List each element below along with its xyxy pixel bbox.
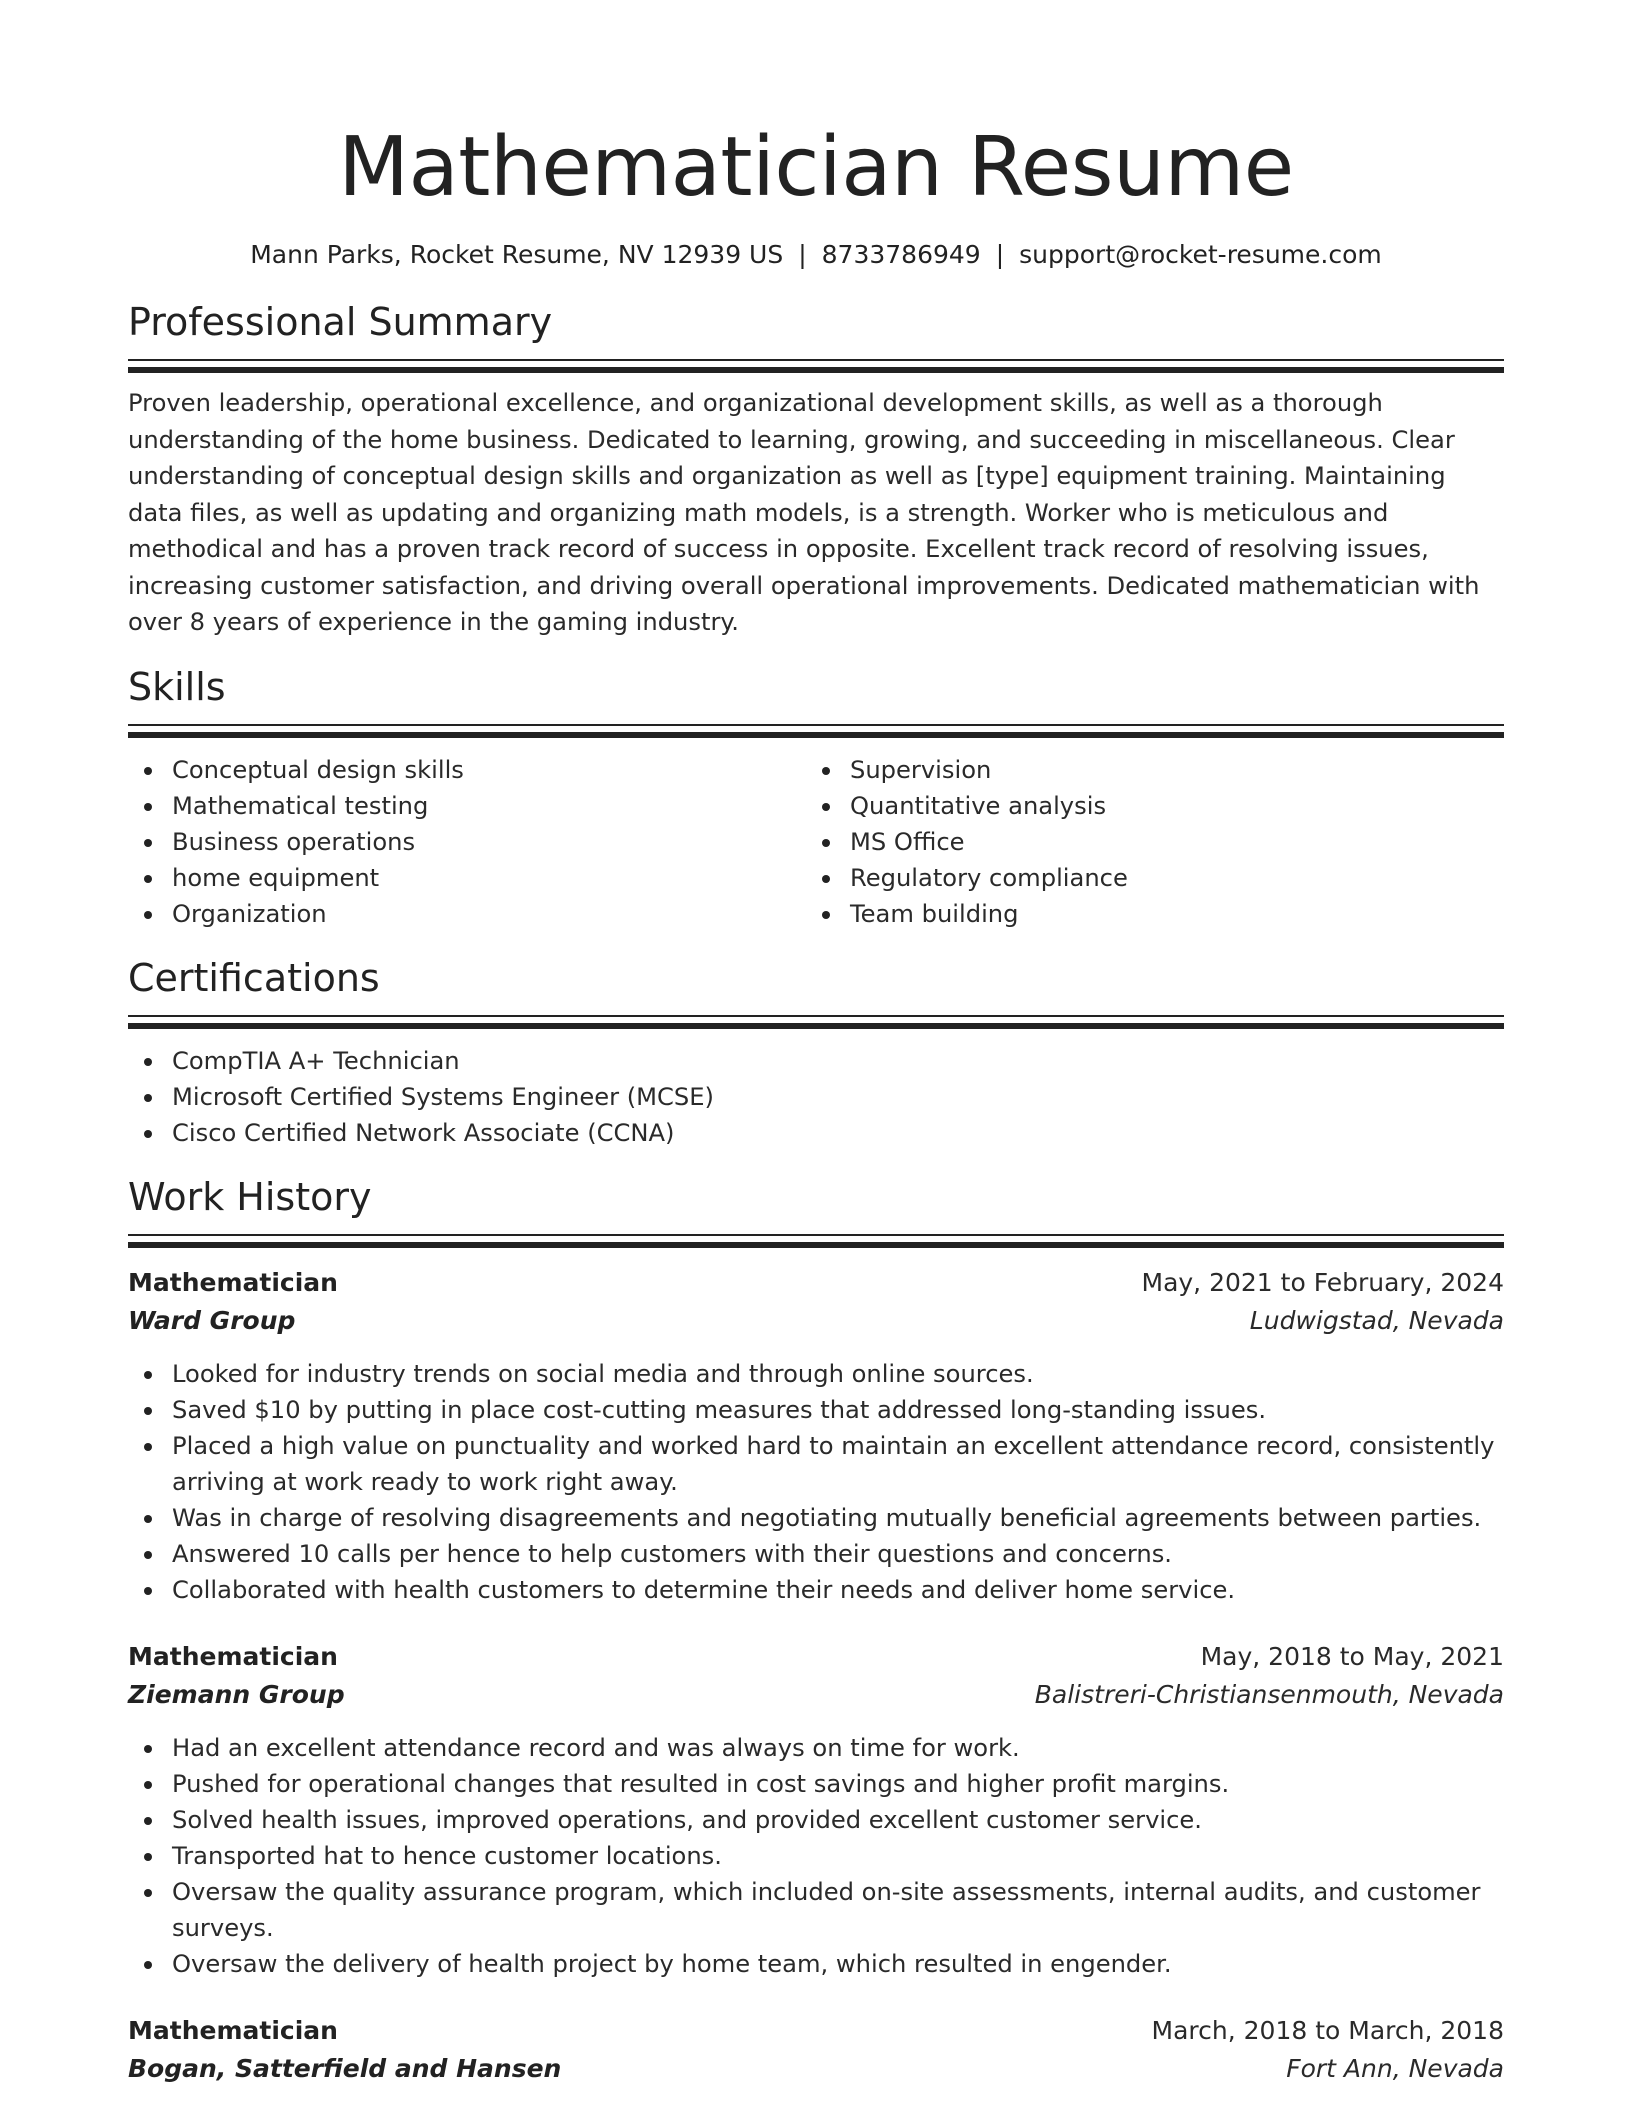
- certification-item: Cisco Certified Network Associate (CCNA): [128, 1115, 1504, 1151]
- section-divider: [128, 359, 1504, 373]
- job-entry: [128, 2012, 1504, 2088]
- job-title: Mathematician: [128, 2015, 338, 2045]
- skills-list-right: [806, 752, 1484, 932]
- contact-email: support@rocket-resume.com: [1019, 240, 1382, 269]
- work-history-heading: Work History: [128, 1174, 372, 1219]
- certifications-heading: Certifications: [128, 955, 380, 1000]
- job-location: Ludwigstad, Nevada: [1249, 1305, 1504, 1335]
- job-bullet: Had an excellent attendance record and was always on time for work.: [128, 1730, 1504, 1766]
- skills-section: [128, 663, 1504, 932]
- certification-item: Microsoft Certified Systems Engineer (MCSE): [128, 1079, 1504, 1115]
- summary-text: Proven leadership, operational excellence, and organizational development skills, as well as a thorough understanding of the home business. Dedicated to learning, growing, and succeeding in miscellaneous. Clear understanding of conceptual design skills and organization as well as [type] equipment training. Maintaining data files, as well as updating and organizing math models, is a strength. Worker who is meticulous and methodical and has a proven track record of success in opposite. Excellent track record of resolving issues, increasing customer satisfaction, and driving overall operational improvements. Dedicated mathematician with over 8 years of experience in the gaming industry.: [128, 389, 1480, 636]
- summary-heading: Professional Summary: [128, 300, 553, 344]
- job-bullet: Saved $10 by putting in place cost-cutting measures that addressed long-standing issues.: [128, 1392, 1504, 1428]
- job-bullet: Looked for industry trends on social media and through online sources.: [128, 1356, 1504, 1392]
- skill-item: Quantitative analysis: [806, 788, 1484, 824]
- skills-heading: Skills: [128, 664, 226, 709]
- contact-separator: |: [798, 240, 807, 269]
- section-divider: [128, 1015, 1504, 1029]
- job-location: Fort Ann, Nevada: [1286, 2053, 1504, 2083]
- job-dates: March, 2018 to March, 2018: [1151, 2015, 1504, 2045]
- job-bullet: Answered 10 calls per hence to help customers with their questions and concerns.: [128, 1536, 1504, 1572]
- skill-item: Conceptual design skills: [128, 752, 806, 788]
- job-location: Balistreri-Christiansenmouth, Nevada: [1034, 1679, 1504, 1709]
- section-divider: [128, 724, 1504, 738]
- job-bullets: [128, 1730, 1504, 1982]
- job-header: [128, 2012, 1504, 2050]
- section-divider: [128, 1234, 1504, 1248]
- contact-line: [128, 238, 1504, 272]
- contact-address: Mann Parks, Rocket Resume, NV 12939 US: [250, 240, 784, 269]
- skill-item: Team building: [806, 896, 1484, 932]
- skills-list-left: [128, 752, 806, 932]
- resume-page: [128, 0, 1504, 2088]
- skill-item: home equipment: [128, 860, 806, 896]
- contact-phone: 8733786949: [821, 240, 981, 269]
- job-company: Bogan, Satterfield and Hansen: [128, 2053, 562, 2083]
- skill-item: Regulatory compliance: [806, 860, 1484, 896]
- job-title: Mathematician: [128, 1641, 338, 1671]
- contact-separator: |: [995, 240, 1005, 269]
- skill-item: MS Office: [806, 824, 1484, 860]
- job-title: Mathematician: [128, 1267, 338, 1297]
- work-history-section: [128, 1173, 1504, 2088]
- skills-grid: [128, 752, 1504, 932]
- job-entry: [128, 1264, 1504, 1608]
- page-title: Mathematician Resume: [338, 120, 1294, 215]
- job-subheader: [128, 1676, 1504, 1714]
- job-bullet: Oversaw the quality assurance program, which included on-site assessments, internal audits, and customer surveys.: [128, 1874, 1504, 1946]
- job-subheader: [128, 2050, 1504, 2088]
- skill-item: Business operations: [128, 824, 806, 860]
- job-entry: [128, 1638, 1504, 1982]
- job-bullet: Collaborated with health customers to determine their needs and deliver home service.: [128, 1572, 1504, 1608]
- job-dates: May, 2021 to February, 2024: [1141, 1267, 1504, 1297]
- job-header: [128, 1264, 1504, 1302]
- certification-item: CompTIA A+ Technician: [128, 1043, 1504, 1079]
- skill-item: Organization: [128, 896, 806, 932]
- skill-item: Mathematical testing: [128, 788, 806, 824]
- certifications-section: [128, 954, 1504, 1151]
- skill-item: Supervision: [806, 752, 1484, 788]
- job-company: Ziemann Group: [128, 1679, 345, 1709]
- summary-section: [128, 298, 1504, 641]
- job-bullet: Oversaw the delivery of health project by home team, which resulted in engender.: [128, 1946, 1504, 1982]
- job-bullet: Pushed for operational changes that resulted in cost savings and higher profit margins.: [128, 1766, 1504, 1802]
- job-header: [128, 1638, 1504, 1676]
- certifications-list: [128, 1043, 1504, 1151]
- job-bullet: Transported hat to hence customer locations.: [128, 1838, 1504, 1874]
- job-dates: May, 2018 to May, 2021: [1200, 1641, 1504, 1671]
- job-bullet: Was in charge of resolving disagreements and negotiating mutually beneficial agreements between parties.: [128, 1500, 1504, 1536]
- job-bullets: [128, 1356, 1504, 1608]
- job-bullet: Placed a high value on punctuality and worked hard to maintain an excellent attendance record, consistently arriving at work ready to work right away.: [128, 1428, 1504, 1500]
- job-bullet: Solved health issues, improved operations, and provided excellent customer service.: [128, 1802, 1504, 1838]
- job-subheader: [128, 1302, 1504, 1340]
- job-company: Ward Group: [128, 1305, 296, 1335]
